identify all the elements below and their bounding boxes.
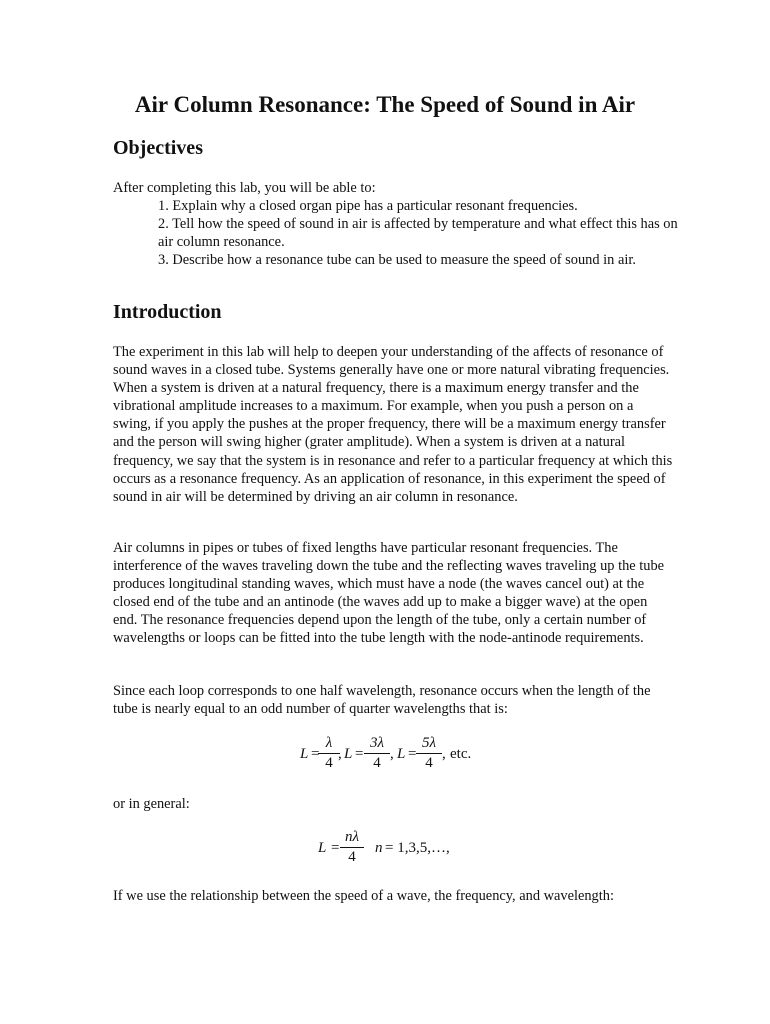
eq1-L-2: L (344, 746, 353, 762)
intro-paragraph-1: The experiment in this lab will help to deepen your understanding of the affects of resonance of sound waves in a closed tube. Systems generally have one or more natural vibrating frequencies. When a system is driven at a natural frequency, there is a maximum energy transfer and the vibrational amplitude increases to a maximum. For example, when you push a person on a swing, if you apply the pushes at the proper frequency, there will be a maximum energy transfer and the person will swing higher (grater amplitude). When a system is driven at a natural frequency, we say that the system is in resonance and refer to a particular frequency at which this occurs as a resonance frequency. As an application of resonance, in this experiment the speed of sound in air will be determined by driving an air column in resonance. (113, 344, 673, 505)
fraction-bar (364, 753, 390, 754)
eq1-comma-2: , (390, 746, 394, 762)
eq2-denominator: 4 (348, 849, 356, 865)
intro-paragraph-2: Air columns in pipes or tubes of fixed lengths have particular resonant frequencies. The interference of the waves traveling down the tube and the reflecting waves traveling up the tube produces longitudinal standing waves, which must have a node (the waves cancel out) at the closed end of the tube and an antinode (the waves add up to make a bigger wave) at the open end. The resonance frequencies depend upon the length of the tube, only a certain number of wavelengths or loops can be fitted into the tube length with the node-antinode requirements. (113, 540, 665, 647)
eq2-L: L (318, 840, 327, 856)
eq1-comma-1: , (338, 746, 342, 762)
objectives-intro: After completing this lab, you will be able to: (113, 180, 376, 196)
eq1-equals-3: = (408, 746, 417, 762)
eq2-equals: = (331, 840, 340, 856)
objective-item-1: 1. Explain why a closed organ pipe has a particular resonant frequencies. (158, 198, 578, 214)
eq1-fraction-2 (364, 735, 390, 772)
or-in-general-text: or in general: (113, 796, 190, 812)
eq1-denominator-1: 4 (325, 755, 333, 771)
eq1-equals-2: = (355, 746, 364, 762)
introduction-heading: Introduction (113, 301, 222, 323)
eq1-denominator-2: 4 (373, 755, 381, 771)
eq1-etc: etc. (450, 746, 472, 762)
eq2-numerator: nλ (345, 829, 359, 845)
eq1-L-3: L (397, 746, 406, 762)
objectives-heading: Objectives (113, 137, 203, 159)
fraction-bar (318, 753, 340, 754)
fraction-bar (416, 753, 442, 754)
eq2-fraction (340, 829, 364, 866)
eq1-fraction-1 (318, 735, 340, 772)
page-title: Air Column Resonance: The Speed of Sound in Air (134, 92, 636, 117)
intro-last-line: If we use the relationship between the speed of a wave, the frequency, and wavelength: (113, 888, 614, 904)
eq1-comma-3: , (442, 746, 446, 762)
eq1-fraction-3 (416, 735, 442, 772)
eq1-numerator-3: 5λ (422, 735, 436, 751)
intro-paragraph-3: Since each loop corresponds to one half wavelength, resonance occurs when the length of the tube is nearly equal to an odd number of quarter wavelengths that is: (113, 683, 651, 718)
objective-item-2: 2. Tell how the speed of sound in air is affected by temperature and what effect this has on air column resonance. (158, 216, 678, 251)
eq1-numerator-1: λ (325, 735, 333, 751)
eq2-n-values: = 1,3,5,…, (385, 840, 450, 856)
eq1-denominator-3: 4 (425, 755, 433, 771)
objective-item-3: 3. Describe how a resonance tube can be used to measure the speed of sound in air. (158, 252, 636, 268)
fraction-bar (340, 847, 364, 848)
eq1-numerator-2: 3λ (370, 735, 384, 751)
eq1-L-1: L (300, 746, 309, 762)
eq1-equals-1: = (311, 746, 320, 762)
eq2-n: n (375, 840, 383, 856)
